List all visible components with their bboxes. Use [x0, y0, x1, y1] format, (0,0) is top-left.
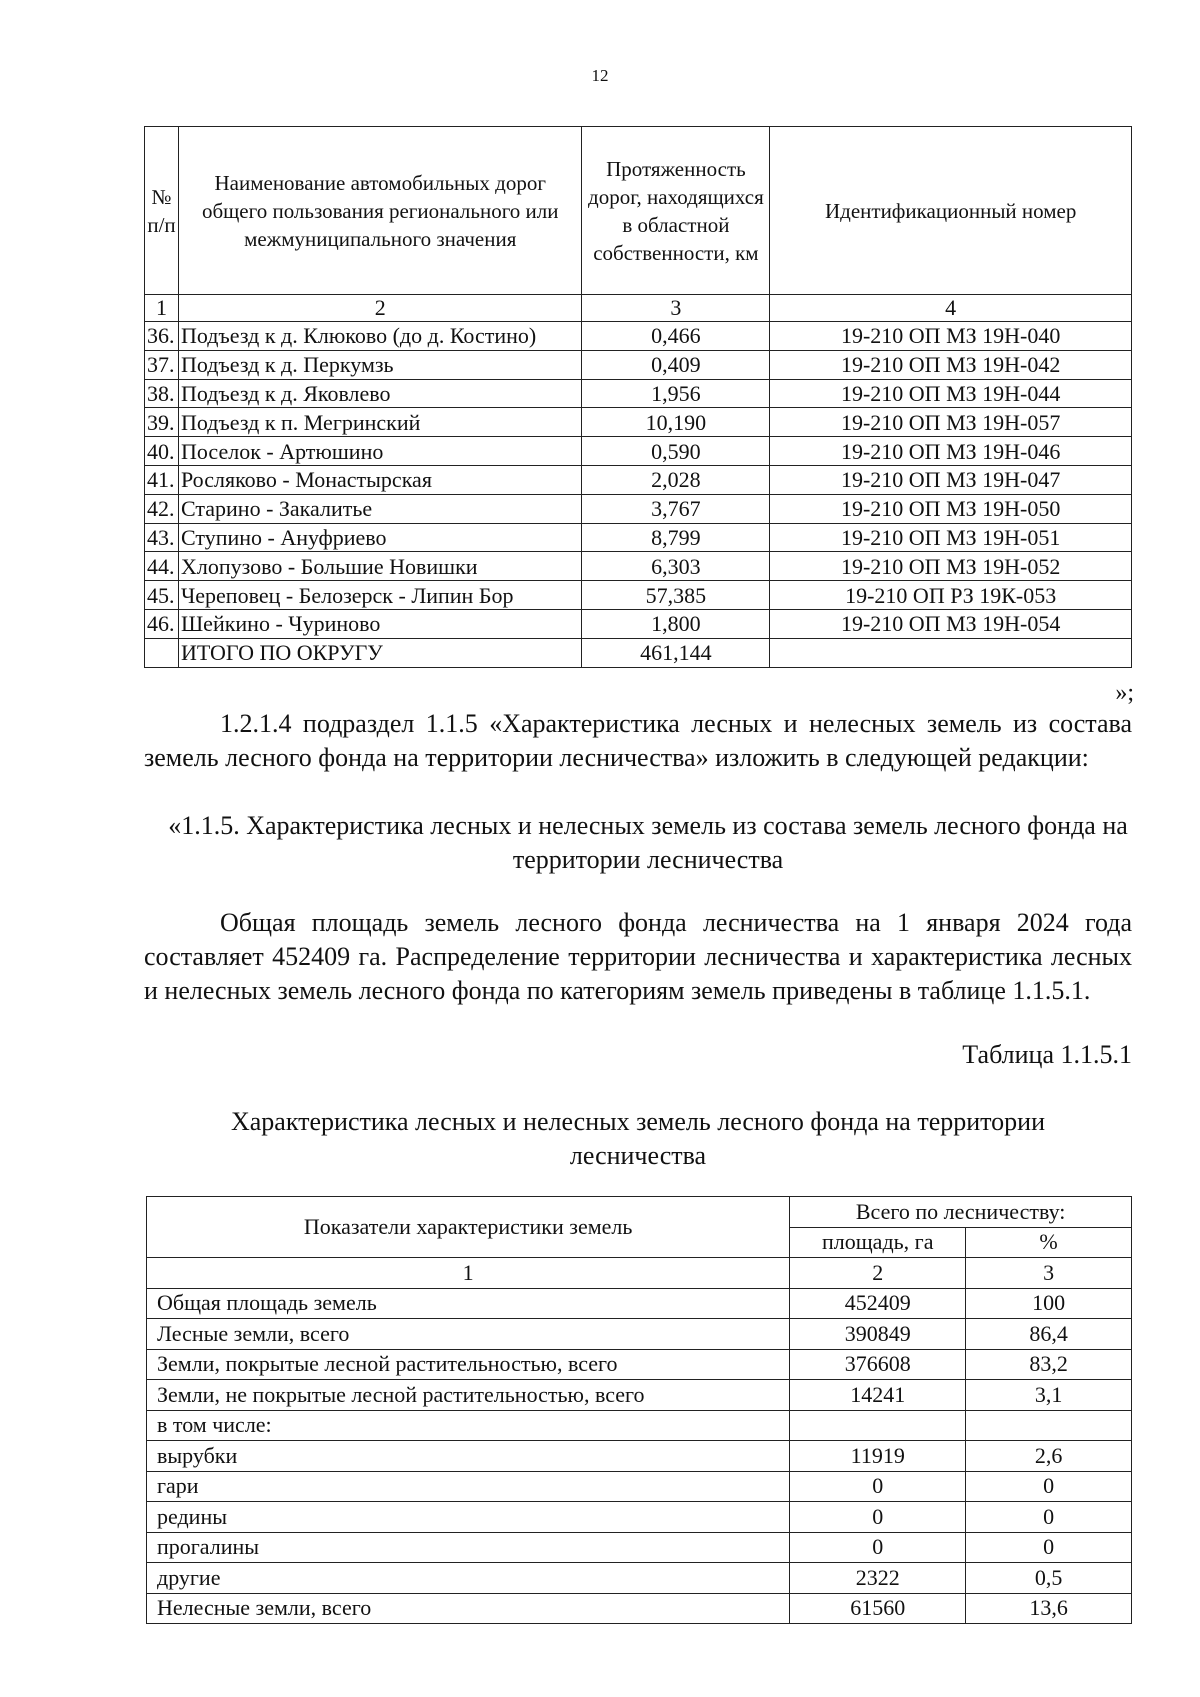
table-label: Таблица 1.1.5.1	[962, 1040, 1132, 1069]
table-title: Характеристика лесных и нелесных земель лесного фонда на территории лесничества	[230, 1107, 1045, 1170]
road-id: 19-210 ОП МЗ 19Н-052	[770, 552, 1132, 581]
table-row	[147, 1532, 1132, 1563]
road-length: 57,385	[582, 581, 770, 610]
header-total: Всего по лесничеству:	[790, 1197, 1132, 1228]
road-length: 6,303	[582, 552, 770, 581]
land-category: прогалины	[147, 1532, 790, 1563]
lands-colnum-2: 2	[790, 1258, 966, 1289]
land-category: Земли, не покрытые лесной растительностью, всего	[147, 1380, 790, 1411]
road-length: 8,799	[582, 523, 770, 552]
header-area: площадь, га	[790, 1227, 966, 1258]
table-row	[145, 379, 1132, 408]
land-percent: 83,2	[966, 1349, 1132, 1380]
road-length: 2,028	[582, 465, 770, 494]
land-area: 376608	[790, 1349, 966, 1380]
road-length: 0,466	[582, 322, 770, 351]
road-name: Череповец - Белозерск - Липин Бор	[178, 581, 581, 610]
colnum-3: 3	[582, 295, 770, 322]
land-percent	[966, 1410, 1132, 1441]
road-name: Хлопузово - Большие Новишки	[178, 552, 581, 581]
lands-colnum-1: 1	[147, 1258, 790, 1289]
closing-quote: »;	[1115, 680, 1134, 706]
road-length: 3,767	[582, 494, 770, 523]
land-category: Лесные земли, всего	[147, 1319, 790, 1350]
land-category: другие	[147, 1563, 790, 1594]
land-percent: 0	[966, 1532, 1132, 1563]
page-number: 12	[591, 66, 609, 85]
table-row	[145, 322, 1132, 351]
table-row	[147, 1410, 1132, 1441]
header-indicator: Показатели характеристики земель	[147, 1197, 790, 1258]
total-label: ИТОГО ПО ОКРУГУ	[178, 638, 581, 667]
land-category: Общая площадь земель	[147, 1288, 790, 1319]
table-row	[147, 1593, 1132, 1624]
header-num: № п/п	[145, 127, 179, 295]
lands-table	[146, 1196, 1132, 1624]
road-name: Подъезд к д. Яковлево	[178, 379, 581, 408]
land-area: 0	[790, 1471, 966, 1502]
land-category: Земли, покрытые лесной растительностью, всего	[147, 1349, 790, 1380]
table-row	[147, 1288, 1132, 1319]
paragraph-total-area: Общая площадь земель лесного фонда лесничества на 1 января 2024 года составляет 452409 га. Распределение территории лесничества и характеристика лесных и нелесных земель лесного фонда по категориям земель приведены в таблице 1.1.5.1.	[144, 908, 1132, 1005]
table-row	[145, 494, 1132, 523]
road-length: 1,956	[582, 379, 770, 408]
row-num: 41.	[145, 465, 179, 494]
road-id: 19-210 ОП МЗ 19Н-054	[770, 609, 1132, 638]
section-heading: «1.1.5. Характеристика лесных и нелесных земель из состава земель лесного фонда на территории лесничества	[168, 811, 1128, 874]
roads-table-header	[145, 127, 1132, 295]
lands-colnum-3: 3	[966, 1258, 1132, 1289]
land-area: 2322	[790, 1563, 966, 1594]
table-row	[145, 552, 1132, 581]
land-category: Нелесные земли, всего	[147, 1593, 790, 1624]
row-num: 39.	[145, 408, 179, 437]
land-area: 61560	[790, 1593, 966, 1624]
roads-table-total-row	[145, 638, 1132, 667]
land-percent: 86,4	[966, 1319, 1132, 1350]
land-percent: 0	[966, 1502, 1132, 1533]
paragraph-amendment: 1.2.1.4 подраздел 1.1.5 «Характеристика лесных и нелесных земель из состава земель лесного фонда на территории лесничества» изложить в следующей редакции:	[144, 709, 1132, 772]
lands-table-column-numbers	[147, 1258, 1132, 1289]
road-id: 19-210 ОП МЗ 19Н-050	[770, 494, 1132, 523]
road-id: 19-210 ОП МЗ 19Н-044	[770, 379, 1132, 408]
table-row	[145, 465, 1132, 494]
row-num: 44.	[145, 552, 179, 581]
row-num: 37.	[145, 350, 179, 379]
table-row	[147, 1441, 1132, 1472]
road-name: Подъезд к д. Перкумзь	[178, 350, 581, 379]
land-percent: 0	[966, 1471, 1132, 1502]
header-length: Протяженность дорог, находящихся в областной собственности, км	[582, 127, 770, 295]
land-percent: 13,6	[966, 1593, 1132, 1624]
total-id	[770, 638, 1132, 667]
table-row	[147, 1471, 1132, 1502]
road-name: Росляково - Монастырская	[178, 465, 581, 494]
land-category: гари	[147, 1471, 790, 1502]
table-row	[145, 523, 1132, 552]
roads-table-column-numbers	[145, 295, 1132, 322]
land-percent: 100	[966, 1288, 1132, 1319]
road-name: Ступино - Ануфриево	[178, 523, 581, 552]
row-num: 46.	[145, 609, 179, 638]
road-id: 19-210 ОП РЗ 19К-053	[770, 581, 1132, 610]
road-length: 10,190	[582, 408, 770, 437]
land-percent: 2,6	[966, 1441, 1132, 1472]
row-num: 38.	[145, 379, 179, 408]
roads-table	[144, 126, 1132, 668]
colnum-1: 1	[145, 295, 179, 322]
row-num: 40.	[145, 437, 179, 466]
road-id: 19-210 ОП МЗ 19Н-046	[770, 437, 1132, 466]
road-id: 19-210 ОП МЗ 19Н-042	[770, 350, 1132, 379]
row-num: 36.	[145, 322, 179, 351]
road-name: Старино - Закалитье	[178, 494, 581, 523]
land-area: 0	[790, 1532, 966, 1563]
road-length: 0,409	[582, 350, 770, 379]
table-row	[147, 1349, 1132, 1380]
total-length: 461,144	[582, 638, 770, 667]
land-category: в том числе:	[147, 1410, 790, 1441]
land-area: 14241	[790, 1380, 966, 1411]
colnum-2: 2	[178, 295, 581, 322]
road-name: Подъезд к п. Мегринский	[178, 408, 581, 437]
row-num: 45.	[145, 581, 179, 610]
header-id: Идентификационный номер	[770, 127, 1132, 295]
total-num	[145, 638, 179, 667]
table-row	[145, 350, 1132, 379]
road-id: 19-210 ОП МЗ 19Н-047	[770, 465, 1132, 494]
road-id: 19-210 ОП МЗ 19Н-040	[770, 322, 1132, 351]
table-row	[147, 1380, 1132, 1411]
road-name: Шейкино - Чуриново	[178, 609, 581, 638]
table-row	[147, 1502, 1132, 1533]
header-road-name: Наименование автомобильных дорог общего пользования регионального или межмуниципального значения	[178, 127, 581, 295]
land-percent: 0,5	[966, 1563, 1132, 1594]
colnum-4: 4	[770, 295, 1132, 322]
road-name: Подъезд к д. Клюково (до д. Костино)	[178, 322, 581, 351]
table-row	[145, 437, 1132, 466]
road-id: 19-210 ОП МЗ 19Н-057	[770, 408, 1132, 437]
table-row	[145, 581, 1132, 610]
land-area: 11919	[790, 1441, 966, 1472]
road-name: Поселок - Артюшино	[178, 437, 581, 466]
road-length: 1,800	[582, 609, 770, 638]
road-length: 0,590	[582, 437, 770, 466]
land-category: вырубки	[147, 1441, 790, 1472]
lands-table-header-top	[147, 1197, 1132, 1228]
land-area: 390849	[790, 1319, 966, 1350]
table-row	[145, 408, 1132, 437]
land-area: 452409	[790, 1288, 966, 1319]
land-percent: 3,1	[966, 1380, 1132, 1411]
header-percent: %	[966, 1227, 1132, 1258]
row-num: 42.	[145, 494, 179, 523]
table-row	[147, 1563, 1132, 1594]
land-area	[790, 1410, 966, 1441]
land-category: редины	[147, 1502, 790, 1533]
table-row	[147, 1319, 1132, 1350]
road-id: 19-210 ОП МЗ 19Н-051	[770, 523, 1132, 552]
table-row	[145, 609, 1132, 638]
land-area: 0	[790, 1502, 966, 1533]
row-num: 43.	[145, 523, 179, 552]
